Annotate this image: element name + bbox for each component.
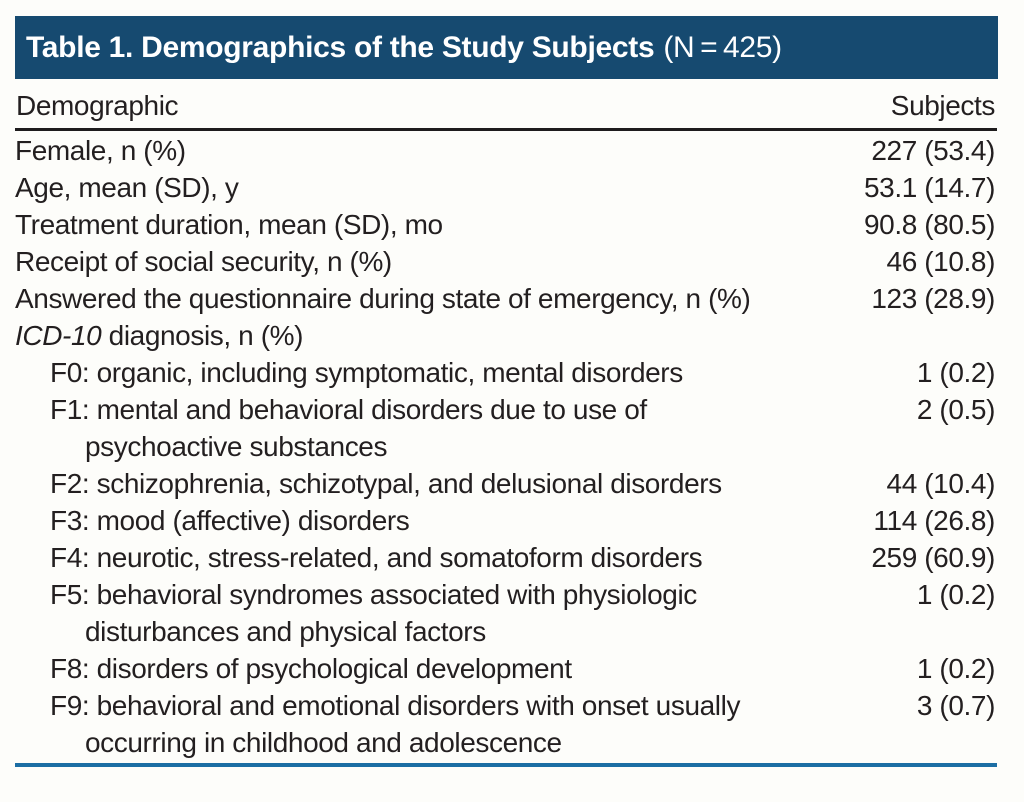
row-value: 1 (0.2)	[916, 357, 995, 388]
row-label	[15, 576, 917, 650]
table-row	[15, 280, 997, 317]
table-body	[15, 131, 997, 761]
table-row	[15, 687, 997, 761]
table-row	[15, 317, 997, 354]
row-label	[15, 206, 864, 243]
row-label-wrap-line: disturbances and physical factors	[85, 616, 486, 647]
table-row	[15, 465, 997, 502]
row-label	[15, 391, 917, 465]
row-value: 123 (28.9)	[871, 283, 995, 314]
row-label-text: Answered the questionnaire during state of emergency, n (%)	[15, 283, 751, 314]
row-label	[15, 132, 871, 169]
row-value: 2 (0.5)	[916, 394, 995, 425]
table-title-sample-size: (N = 425)	[663, 30, 782, 64]
row-label	[15, 317, 995, 354]
row-label-text: Receipt of social security, n (%)	[15, 246, 392, 277]
row-label	[15, 354, 917, 391]
column-header-row	[15, 79, 997, 131]
row-label	[15, 243, 887, 280]
row-label	[15, 280, 871, 317]
row-label-text: Female, n (%)	[15, 135, 186, 166]
table-figure	[0, 16, 1024, 802]
row-label-text: diagnosis, n (%)	[101, 320, 304, 351]
table-title-text: Table 1. Demographics of the Study Subjects	[26, 30, 655, 64]
row-label-text: F5: behavioral syndromes associated with physiologic	[50, 579, 697, 610]
row-value: 1 (0.2)	[916, 653, 995, 684]
table-content	[15, 79, 997, 767]
row-label-text: F0: organic, including symptomatic, mental disorders	[50, 357, 683, 388]
row-label-text: F4: neurotic, stress-related, and somatoform disorders	[50, 542, 703, 573]
row-value: 1 (0.2)	[916, 579, 995, 610]
row-label-text: F3: mood (affective) disorders	[50, 505, 410, 536]
row-label	[15, 465, 887, 502]
row-value: 46 (10.8)	[886, 246, 995, 277]
table-row	[15, 354, 997, 391]
row-label	[15, 502, 873, 539]
row-value: 114 (26.8)	[873, 505, 995, 536]
row-label-text: F2: schizophrenia, schizotypal, and delusional disorders	[50, 468, 722, 499]
row-value: 90.8 (80.5)	[863, 209, 995, 240]
table-row	[15, 206, 997, 243]
table-row	[15, 650, 997, 687]
table-row	[15, 576, 997, 650]
row-label-wrap-line: psychoactive substances	[85, 431, 388, 462]
row-value: 259 (60.9)	[871, 542, 995, 573]
row-value: 44 (10.4)	[886, 468, 995, 499]
table-row	[15, 502, 997, 539]
row-label-text: F9: behavioral and emotional disorders with onset usually	[50, 690, 741, 721]
row-label	[15, 169, 864, 206]
table-row	[15, 169, 997, 206]
row-value: 227 (53.4)	[871, 135, 995, 166]
row-label-wrap-line: occurring in childhood and adolescence	[85, 727, 562, 758]
row-label-text: F1: mental and behavioral disorders due to use of	[50, 394, 647, 425]
table-row	[15, 132, 997, 169]
column-header-demographic: Demographic	[16, 90, 179, 121]
row-label-text: F8: disorders of psychological development	[50, 653, 572, 684]
bottom-rule	[15, 763, 997, 767]
row-label-italic-prefix: ICD-10	[15, 320, 102, 351]
row-label	[15, 650, 917, 687]
table-row	[15, 243, 997, 280]
row-label-text: Age, mean (SD), y	[15, 172, 239, 203]
table-title-bar	[15, 16, 998, 79]
column-header-subjects: Subjects	[890, 90, 995, 121]
table-row	[15, 391, 997, 465]
row-label-text: Treatment duration, mean (SD), mo	[15, 209, 443, 240]
row-value: 53.1 (14.7)	[863, 172, 995, 203]
table-row	[15, 539, 997, 576]
row-label	[15, 687, 917, 761]
row-label	[15, 539, 871, 576]
row-value: 3 (0.7)	[916, 690, 995, 721]
